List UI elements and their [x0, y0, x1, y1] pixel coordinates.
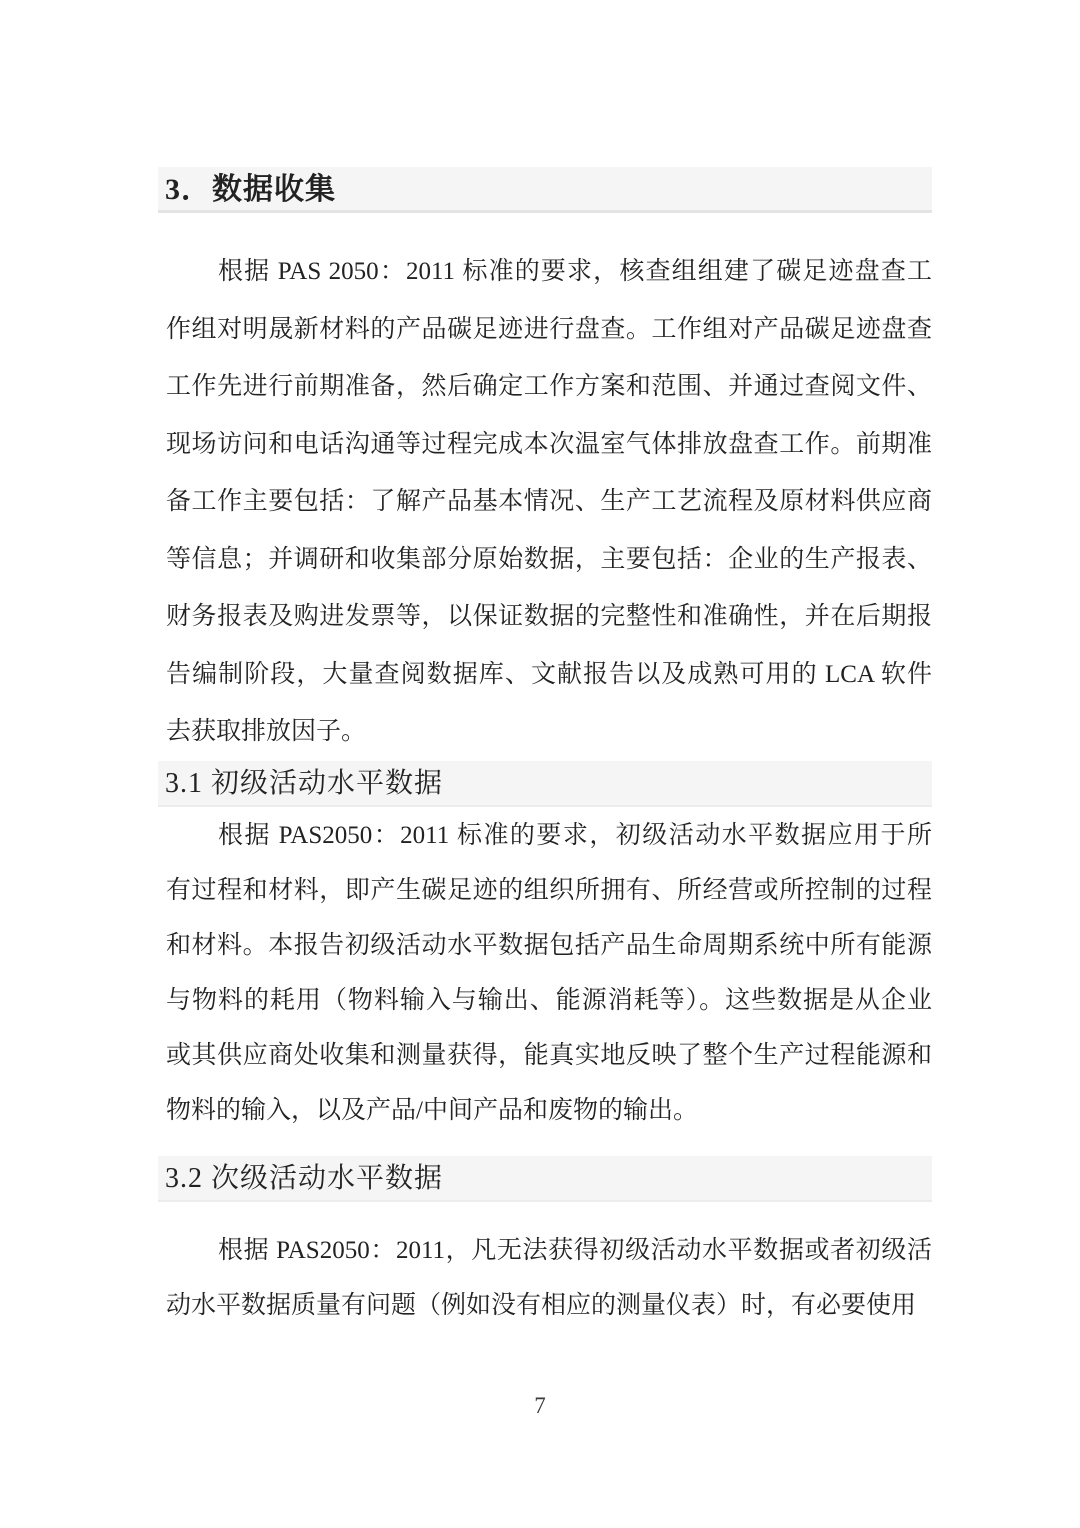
- section-heading-3-text: 3．数据收集: [165, 173, 336, 206]
- paragraph-data-collection: [158, 243, 932, 761]
- text-line: 根据 PAS2050：2011 标准的要求，初级活动水平数据应用于所: [218, 821, 932, 849]
- paragraph-secondary-activity-data: [158, 1223, 932, 1333]
- text-line: 现场访问和电话沟通等过程完成本次温室气体排放盘查工作。前期准: [166, 430, 932, 458]
- text-line: 去获取排放因子。: [166, 718, 367, 745]
- text-line: 动水平数据质量有问题（例如没有相应的测量仪表）时，有必要使用: [166, 1291, 917, 1319]
- text-line: 备工作主要包括：了解产品基本情况、生产工艺流程及原材料供应商: [166, 488, 932, 515]
- text-line: 等信息；并调研和收集部分原始数据，主要包括：企业的生产报表、: [166, 545, 932, 573]
- text-line: 根据 PAS 2050：2011 标准的要求，核查组组建了碳足迹盘查工: [218, 258, 932, 285]
- section-heading-3-2-text: 3.2 次级活动水平数据: [165, 1162, 444, 1194]
- text-line: 财务报表及购进发票等，以保证数据的完整性和准确性，并在后期报: [166, 603, 932, 630]
- page-number: 7: [534, 1393, 546, 1418]
- text-line: 工作先进行前期准备，然后确定工作方案和范围、并通过查阅文件、: [166, 373, 932, 400]
- section-heading-3-1: [158, 761, 932, 807]
- text-line: 与物料的耗用（物料输入与输出、能源消耗等）。这些数据是从企业: [166, 986, 932, 1014]
- text-line: 或其供应商处收集和测量获得，能真实地反映了整个生产过程能源和: [166, 1041, 932, 1069]
- text-line: 根据 PAS2050：2011，凡无法获得初级活动水平数据或者初级活: [218, 1236, 932, 1264]
- text-line: 告编制阶段，大量查阅数据库、文献报告以及成熟可用的 LCA 软件: [166, 660, 932, 688]
- section-heading-3: [158, 167, 932, 213]
- text-line: 有过程和材料，即产生碳足迹的组织所拥有、所经营或所控制的过程: [166, 876, 932, 904]
- page-content: [158, 0, 932, 1333]
- section-heading-3-2: [158, 1156, 932, 1202]
- text-line: 和材料。本报告初级活动水平数据包括产品生命周期系统中所有能源: [166, 931, 932, 959]
- section-heading-3-1-text: 3.1 初级活动水平数据: [165, 767, 444, 799]
- text-line: 作组对明晟新材料的产品碳足迹进行盘查。工作组对产品碳足迹盘查: [166, 315, 932, 343]
- text-line: 物料的输入，以及产品/中间产品和废物的输出。: [166, 1096, 698, 1124]
- paragraph-primary-activity-data: [158, 808, 932, 1138]
